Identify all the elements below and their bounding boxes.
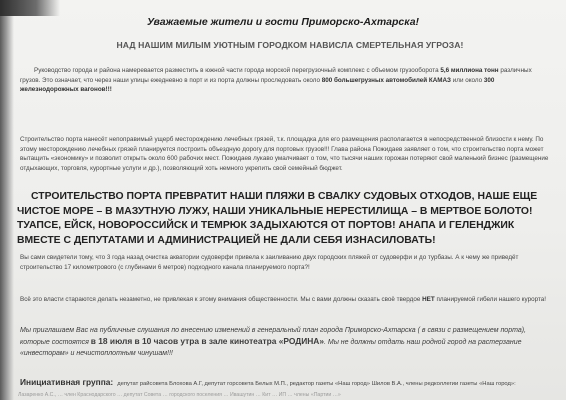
paragraph-port-plan [20, 66, 552, 95]
initiative-label: Инициативная группа: [20, 377, 114, 387]
paragraph-damage: Строительство порта нанесёт непоправимый ущерб месторождению лечебных грязей, т.к. площадка для его размещения располагается в непосредственной близости к нему. По этому месторождению лечебных грязей планируется построить объездную дорогу для портовых грузов!!! Глава района Пожидаев заявляет о том, что строительство порта может вытащить «экономику» и позволит открыть около 600 рабочих мест. Пожидаев лукаво умалчивает о том, что тысячи наших горожан потеряют свой маленький бизнес (размещение отдыхающих, торговля, курортные услуги и др.), позволяющий хоть немного укрепить свой семейный бюджет. [20, 136, 549, 172]
initiative-group [20, 378, 560, 388]
cargo-volume: 5,6 миллиона тонн [440, 67, 499, 74]
warning-block: СТРОИТЕЛЬСТВО ПОРТА ПРЕВРАТИТ НАШИ ПЛЯЖИ В СВАЛКУ СУДОВЫХ ОТХОДОВ, НАШЕ ЕЩЕ ЧИСТОЕ МОРЕ – В МАЗУТНУЮ ЛУЖУ, НАШИ УНИКАЛЬНЫЕ НЕРЕСТИЛИЩА – В МЕРТВОЕ БОЛОТО! ТУАПСЕ, ЕЙСК, НОВОРОССИЙСК И ТЕМРЮК ЗАДЫХАЮТСЯ ОТ ПОРТОВ! АНАПА И ГЕЛЕНДЖИК ВМЕСТЕ С ДЕПУТАТАМИ И АДМИНИСТРАЦИЕЙ НЕ ДАЛИ СЕБЯ ИЗНАСИЛОВАТЬ! [17, 191, 538, 246]
invitation-text: Мы приглашаем Вас на публичные слушания по внесению изменений в генеральный план города Приморско-Ахтарска ( в связи с размещением порта), которые состоятся [20, 327, 527, 347]
paragraph-beaches: Вы сами свидетели тому, что 3 года назад очистка акватории судоверфи привела к заиливанию двух городских пляжей от судоверфи и до турбазы. А к чему же приведёт строительство 17 километрового (с глубинами 6 метров) подходного канала планируемого порта?! [20, 254, 519, 271]
paragraph-say-no [20, 295, 552, 305]
faded-signature-line: Лазаренко А.С., … член Краснодарского … депутат Совета … городского поселения … Ивашутин … Кит … ИП … члены «Партии …» [18, 392, 341, 398]
hearing-date: в 18 июля в 10 часов утра в зале кинотеатра «РОДИНА» [90, 336, 324, 347]
document-heading: Уважаемые жители и гости Приморско-Ахтарска! [146, 16, 420, 28]
paragraph-invitation [20, 325, 552, 360]
initiative-members: депутат райсовета Блохова А.Г, депутат горсовета Белых М.П., редактор газеты «Наш город» Шилов В.А., члены редколлегии газеты «Наш город»: [117, 381, 516, 387]
paragraph-text: или около [451, 76, 484, 84]
scan-corner-shadow [0, 0, 60, 16]
truck-count: 800 большегрузных автомобилей КАМАЗ [321, 76, 451, 84]
document-subheading: НАД НАШИМ МИЛЫМ УЮТНЫМ ГОРОДКОМ НАВИСЛА СМЕРТЕЛЬНАЯ УГРОЗА! [116, 40, 464, 50]
wagon-count: 300 железнодорожных вагонов!!! [20, 76, 495, 94]
paragraph-text: планируемой гибели нашего курорта! [434, 296, 547, 303]
paragraph-text: Всё это власти стараются делать незаметно, не привлекая к этому внимания общественности. Мы с вами должны сказать своё твердое [20, 296, 423, 303]
scan-shadow [0, 0, 14, 400]
say-no-word: НЕТ [422, 296, 435, 303]
paragraph-text: Руководство города и района намеревается разместить в южной части города морской перегрузочный комплекс с объемом грузооборота [34, 67, 441, 74]
paragraph-text: различных грузов. Это означает, что через наши улицы ежедневно в порт и из порта должны проследовать около [20, 67, 532, 84]
invitation-text: . Мы не должны отдать наш родной город на растерзание «инвесторам» и нечистоплотным чинушам!!! [20, 339, 522, 358]
